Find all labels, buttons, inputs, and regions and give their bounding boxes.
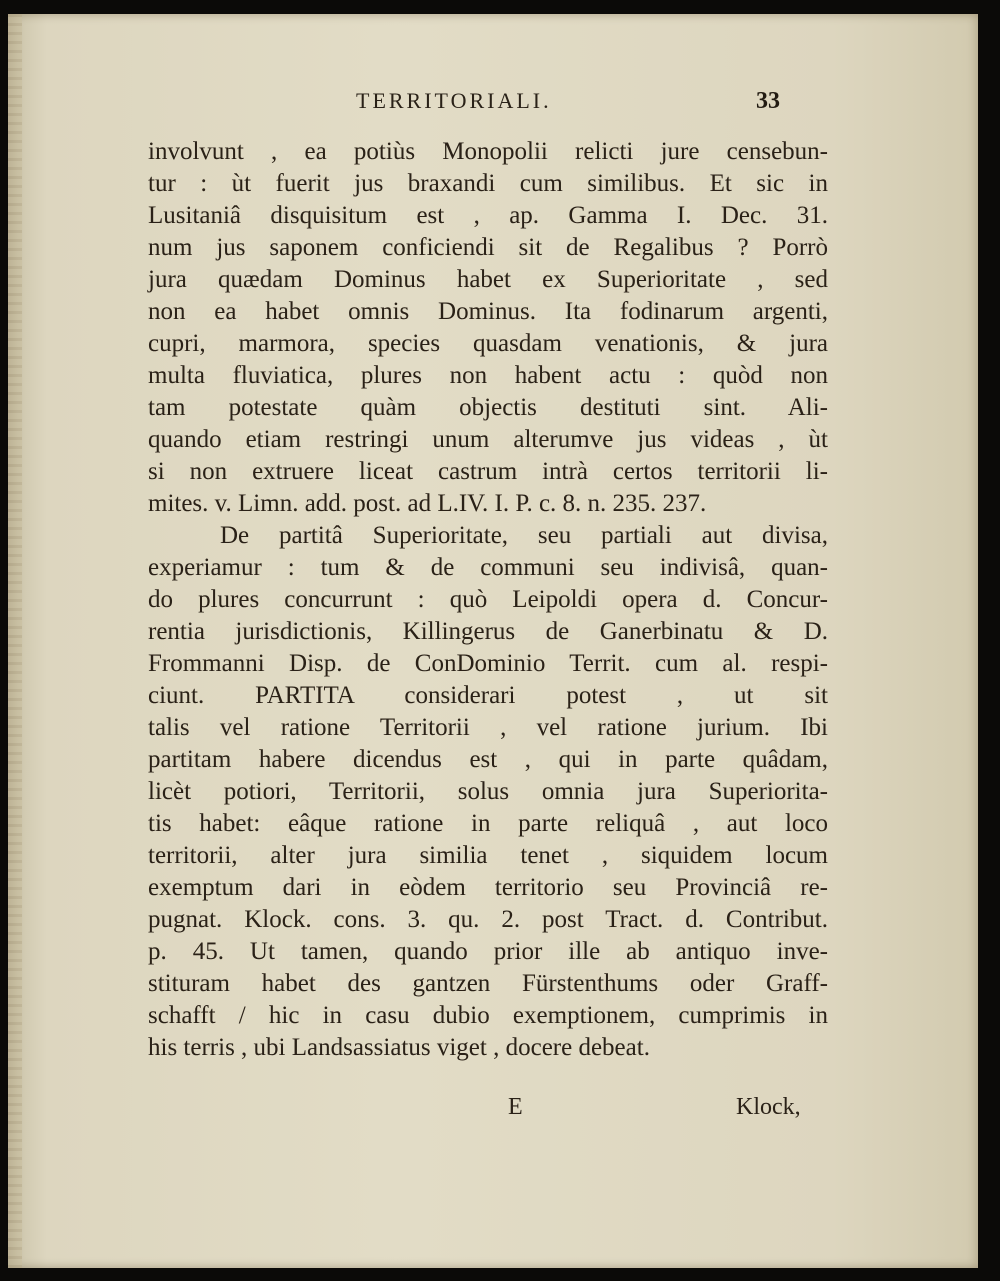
- text-line: mites. v. Limn. add. post. ad L.IV. I. P. c. 8. n. 235. 237.: [148, 490, 707, 517]
- text-line: Lusitaniâ disquisitum est , ap. Gamma I. Dec. 31.: [148, 202, 828, 229]
- text-line: si non extruere liceat castrum intrà certos territorii li-: [148, 458, 828, 485]
- signature-mark: E: [508, 1094, 523, 1120]
- text-line: his terris , ubi Landsassiatus viget , docere debeat.: [148, 1034, 650, 1061]
- text-line: licèt potiori, Territorii, solus omnia jura Superiorita-: [148, 778, 828, 805]
- text-line: tis habet: eâque ratione in parte reliquâ , aut loco: [148, 810, 828, 837]
- page-header: [8, 76, 978, 116]
- book-page: [8, 14, 978, 1268]
- text-line: ciunt. PARTITA considerari potest , ut sit: [148, 682, 828, 709]
- text-line: tam potestate quàm objectis destituti sint. Ali-: [148, 394, 828, 421]
- text-line: tur : ùt fuerit jus braxandi cum similibus. Et sic in: [148, 170, 828, 197]
- text-line: De partitâ Superioritate, seu partiali aut divisa,: [220, 522, 828, 549]
- catchword: Klock,: [736, 1094, 801, 1120]
- text-line: pugnat. Klock. cons. 3. qu. 2. post Tract. d. Contribut.: [148, 906, 828, 933]
- page-number: 33: [756, 88, 780, 114]
- text-line: jura quædam Dominus habet ex Superioritate , sed: [148, 266, 828, 293]
- text-line: stituram habet des gantzen Fürstenthums oder Graff-: [148, 970, 828, 997]
- text-line: involvunt , ea potiùs Monopolii relicti jure censebun-: [148, 138, 828, 165]
- text-line: rentia jurisdictionis, Killingerus de Ganerbinatu & D.: [148, 618, 828, 645]
- text-line: experiamur : tum & de communi seu indivisâ, quan-: [148, 554, 828, 581]
- text-line: non ea habet omnis Dominus. Ita fodinarum argenti,: [148, 298, 828, 325]
- body-text: [148, 136, 828, 1064]
- text-line: multa fluviatica, plures non habent actu : quòd non: [148, 362, 828, 389]
- text-line: talis vel ratione Territorii , vel ratione jurium. Ibi: [148, 714, 828, 741]
- text-line: cupri, marmora, species quasdam venationis, & jura: [148, 330, 828, 357]
- text-line: Frommanni Disp. de ConDominio Territ. cum al. respi-: [148, 650, 828, 677]
- running-head: TERRITORIALI.: [356, 88, 552, 113]
- text-line: exemptum dari in eòdem territorio seu Provinciâ re-: [148, 874, 828, 901]
- text-line: quando etiam restringi unum alterumve jus videas , ùt: [148, 426, 828, 453]
- text-line: territorii, alter jura similia tenet , siquidem locum: [148, 842, 828, 869]
- text-line: schafft / hic in casu dubio exemptionem, cumprimis in: [148, 1002, 828, 1029]
- text-line: num jus saponem conficiendi sit de Regalibus ? Porrò: [148, 234, 828, 261]
- text-line: p. 45. Ut tamen, quando prior ille ab antiquo inve-: [148, 938, 828, 965]
- text-line: partitam habere dicendus est , qui in parte quâdam,: [148, 746, 828, 773]
- text-line: do plures concurrunt : quò Leipoldi opera d. Concur-: [148, 586, 828, 613]
